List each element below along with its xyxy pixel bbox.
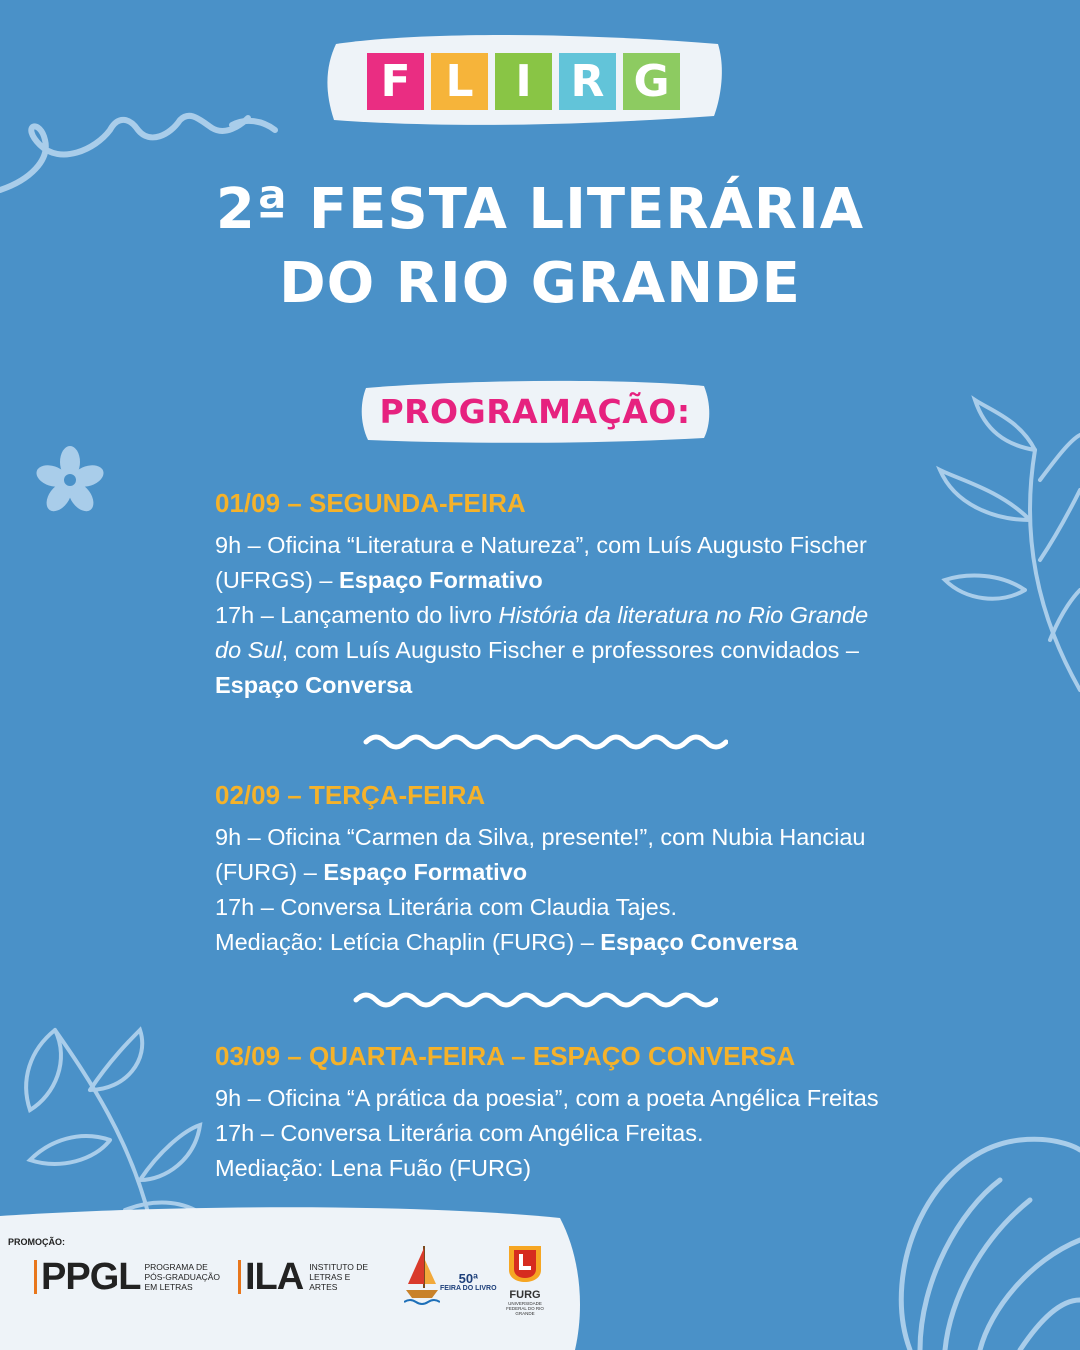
day-2-line-2: (FURG) – Espaço Formativo [215, 859, 528, 885]
ila-logo [238, 1258, 379, 1296]
flirg-logo [322, 30, 724, 130]
wave-divider-2 [352, 986, 718, 1010]
day-3-line-2: 17h – Conversa Literária com Angélica Freitas. [215, 1120, 704, 1146]
day-2-line-1: 9h – Oficina “Carmen da Silva, presente!”, com Nubia Hanciau [215, 824, 866, 850]
event-title-line-2: DO RIO GRANDE [279, 251, 801, 316]
day-2-line-3: 17h – Conversa Literária com Claudia Tajes. [215, 894, 677, 920]
furg-subtitle: UNIVERSIDADE FEDERAL DO RIO GRANDE [506, 1301, 544, 1316]
day-2-line-4: Mediação: Letícia Chaplin (FURG) – Espaço Conversa [215, 929, 798, 955]
ila-name: ILA [245, 1256, 304, 1298]
day-3-line-1: 9h – Oficina “A prática da poesia”, com a poeta Angélica Freitas [215, 1085, 879, 1111]
furg-name: FURG [509, 1289, 541, 1301]
day-1-line-2: (UFRGS) – Espaço Formativo [215, 567, 543, 593]
book-title: História da literatura no Rio Grande [498, 602, 869, 628]
book-title-cont: do Sul [215, 637, 282, 663]
venue-label: Espaço Conversa [600, 929, 798, 955]
day-3-heading: 03/09 – QUARTA-FEIRA – ESPAÇO CONVERSA [215, 1041, 796, 1071]
feira-number: 50ª [458, 1271, 478, 1286]
logo-tile-g: G [623, 53, 680, 110]
ila-accent-bar [238, 1260, 241, 1294]
day-3-line-3: Mediação: Lena Fuão (FURG) [215, 1155, 532, 1181]
promotion-label: PROMOÇÃO: [8, 1237, 65, 1247]
programacao-badge [358, 378, 712, 444]
logo-tile-l: L [431, 53, 488, 110]
feira-subtitle: FEIRA DO LIVRO [440, 1285, 497, 1292]
venue-label: Espaço Conversa [215, 672, 413, 698]
wave-divider-1 [362, 728, 728, 752]
day-1-heading: 01/09 – SEGUNDA-FEIRA [215, 488, 526, 518]
furg-logo [500, 1244, 550, 1316]
venue-label: Espaço Formativo [339, 567, 543, 593]
flower-decoration [34, 446, 107, 516]
ppgl-logo [34, 1258, 224, 1296]
sailboat-icon [404, 1244, 440, 1306]
day-1-line-4: do Sul, com Luís Augusto Fischer e professores convidados – [215, 637, 859, 663]
logo-tile-i: I [495, 53, 552, 110]
venue-label: Espaço Formativo [323, 859, 528, 885]
ppgl-name: PPGL [41, 1256, 141, 1298]
day-1-schedule [215, 486, 935, 703]
feira-do-livro-logo [440, 1272, 497, 1293]
furg-emblem-icon [505, 1244, 545, 1284]
day-1-line-1: 9h – Oficina “Literatura e Natureza”, com Luís Augusto Fischer [215, 532, 867, 558]
day-1-line-5 [215, 668, 935, 703]
day-1-line-3: 17h – Lançamento do livro História da literatura no Rio Grande [215, 602, 869, 628]
ila-subtitle: INSTITUTO DE LETRAS E ARTES [309, 1262, 369, 1292]
logo-tile-r: R [559, 53, 616, 110]
seaweed-right-decoration [940, 400, 1080, 690]
day-3-schedule [215, 1039, 935, 1186]
seaweed-left-decoration [26, 1030, 200, 1220]
day-2-heading: 02/09 – TERÇA-FEIRA [215, 780, 486, 810]
ppgl-subtitle: PROGRAMA DE PÓS-GRADUAÇÃO EM LETRAS [144, 1262, 221, 1292]
day-2-schedule [215, 778, 935, 960]
logo-tile-f: F [367, 53, 424, 110]
programacao-heading: PROGRAMAÇÃO: [379, 391, 691, 431]
event-title-line-1: 2ª FESTA LITERÁRIA [215, 177, 865, 242]
ppgl-accent-bar [34, 1260, 37, 1294]
